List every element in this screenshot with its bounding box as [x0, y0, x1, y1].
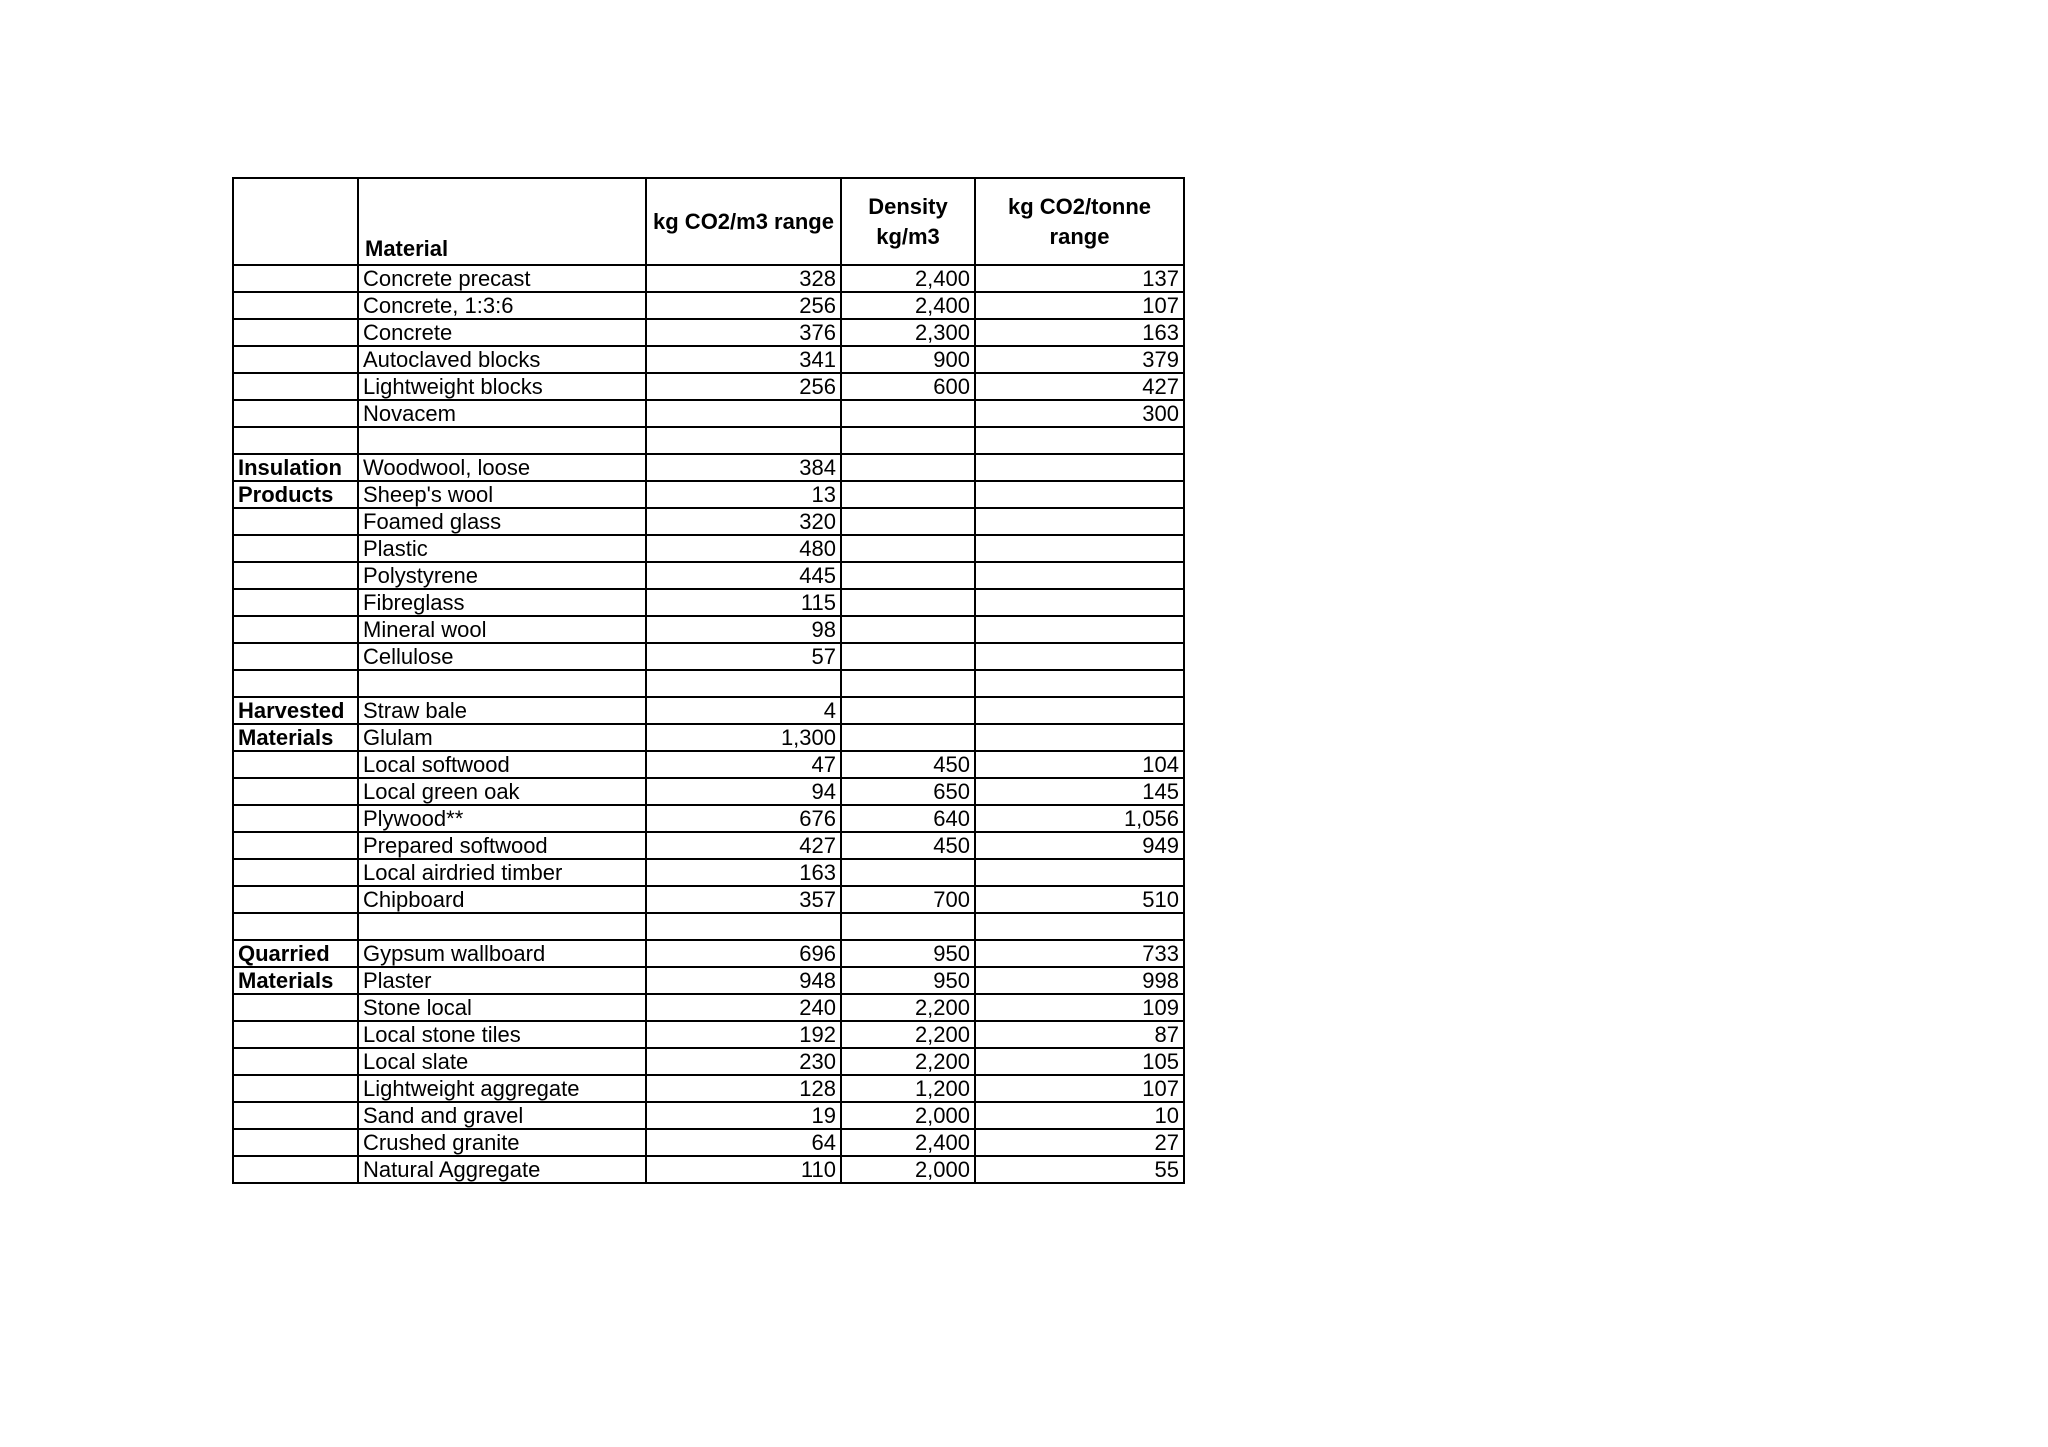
co2-per-m3-cell: 98	[646, 616, 841, 643]
co2-per-tonne-cell: 1,056	[975, 805, 1184, 832]
density-cell	[841, 562, 975, 589]
table-row	[233, 994, 1184, 1021]
material-cell: Local slate	[358, 1048, 646, 1075]
material-cell: Woodwool, loose	[358, 454, 646, 481]
category-cell	[233, 751, 358, 778]
co2-per-tonne-cell	[975, 859, 1184, 886]
header-row	[233, 178, 1184, 265]
density-cell	[841, 427, 975, 454]
table-row	[233, 535, 1184, 562]
category-cell	[233, 670, 358, 697]
co2-per-m3-cell	[646, 400, 841, 427]
category-cell	[233, 265, 358, 292]
density-cell: 2,000	[841, 1102, 975, 1129]
co2-per-m3-cell: 328	[646, 265, 841, 292]
category-cell	[233, 859, 358, 886]
density-cell: 950	[841, 967, 975, 994]
material-cell: Polystyrene	[358, 562, 646, 589]
category-cell	[233, 805, 358, 832]
category-cell	[233, 508, 358, 535]
table-row	[233, 400, 1184, 427]
co2-per-m3-cell: 115	[646, 589, 841, 616]
co2-per-tonne-cell: 55	[975, 1156, 1184, 1183]
category-cell: Products	[233, 481, 358, 508]
table-row	[233, 616, 1184, 643]
co2-per-tonne-cell: 105	[975, 1048, 1184, 1075]
density-cell: 450	[841, 832, 975, 859]
density-cell: 2,000	[841, 1156, 975, 1183]
co2-per-tonne-cell: 300	[975, 400, 1184, 427]
co2-per-tonne-cell	[975, 724, 1184, 751]
density-cell: 450	[841, 751, 975, 778]
co2-per-m3-cell: 676	[646, 805, 841, 832]
category-cell	[233, 886, 358, 913]
density-cell	[841, 454, 975, 481]
category-cell	[233, 1048, 358, 1075]
density-cell: 2,400	[841, 292, 975, 319]
co2-per-m3-cell: 57	[646, 643, 841, 670]
category-cell	[233, 1129, 358, 1156]
table-row	[233, 1129, 1184, 1156]
co2-per-m3-cell: 384	[646, 454, 841, 481]
table-row	[233, 562, 1184, 589]
table-row	[233, 886, 1184, 913]
co2-per-m3-cell	[646, 670, 841, 697]
material-cell: Local green oak	[358, 778, 646, 805]
category-cell	[233, 535, 358, 562]
co2-per-tonne-cell	[975, 427, 1184, 454]
density-cell	[841, 616, 975, 643]
co2-per-tonne-cell	[975, 643, 1184, 670]
material-cell: Novacem	[358, 400, 646, 427]
table-row	[233, 1156, 1184, 1183]
category-cell	[233, 994, 358, 1021]
density-cell: 2,300	[841, 319, 975, 346]
density-cell	[841, 589, 975, 616]
table-row	[233, 805, 1184, 832]
table-row	[233, 454, 1184, 481]
category-cell	[233, 778, 358, 805]
co2-per-m3-cell: 480	[646, 535, 841, 562]
co2-per-m3-cell	[646, 427, 841, 454]
header-co2-per-m3: kg CO2/m3 range	[646, 178, 841, 265]
co2-per-m3-cell: 94	[646, 778, 841, 805]
header-material: Material	[358, 178, 646, 265]
table-row	[233, 1021, 1184, 1048]
co2-per-tonne-cell: 10	[975, 1102, 1184, 1129]
header-category	[233, 178, 358, 265]
table-row	[233, 319, 1184, 346]
category-cell	[233, 1021, 358, 1048]
table-row	[233, 643, 1184, 670]
table-row	[233, 778, 1184, 805]
material-cell: Straw bale	[358, 697, 646, 724]
co2-per-tonne-cell	[975, 481, 1184, 508]
co2-per-tonne-cell: 107	[975, 292, 1184, 319]
category-cell	[233, 1102, 358, 1129]
co2-per-m3-cell: 320	[646, 508, 841, 535]
material-cell: Glulam	[358, 724, 646, 751]
density-cell: 900	[841, 346, 975, 373]
table-row	[233, 1102, 1184, 1129]
co2-per-m3-cell: 163	[646, 859, 841, 886]
material-cell: Crushed granite	[358, 1129, 646, 1156]
co2-per-tonne-cell	[975, 562, 1184, 589]
co2-per-m3-cell: 19	[646, 1102, 841, 1129]
table-row	[233, 967, 1184, 994]
material-cell: Plastic	[358, 535, 646, 562]
co2-per-tonne-cell	[975, 913, 1184, 940]
co2-per-tonne-cell: 733	[975, 940, 1184, 967]
category-cell	[233, 373, 358, 400]
co2-per-m3-cell: 240	[646, 994, 841, 1021]
density-cell: 650	[841, 778, 975, 805]
density-cell: 600	[841, 373, 975, 400]
co2-per-tonne-cell: 137	[975, 265, 1184, 292]
co2-per-m3-cell: 128	[646, 1075, 841, 1102]
material-cell: Concrete	[358, 319, 646, 346]
co2-per-tonne-cell: 379	[975, 346, 1184, 373]
table-row	[233, 940, 1184, 967]
category-cell	[233, 832, 358, 859]
co2-per-tonne-cell: 427	[975, 373, 1184, 400]
co2-per-m3-cell: 696	[646, 940, 841, 967]
co2-per-tonne-cell: 109	[975, 994, 1184, 1021]
material-cell: Lightweight aggregate	[358, 1075, 646, 1102]
table-row	[233, 1048, 1184, 1075]
material-cell: Plaster	[358, 967, 646, 994]
co2-per-m3-cell: 110	[646, 1156, 841, 1183]
category-cell	[233, 616, 358, 643]
co2-per-m3-cell: 192	[646, 1021, 841, 1048]
table-row	[233, 373, 1184, 400]
category-cell	[233, 589, 358, 616]
category-cell	[233, 319, 358, 346]
density-cell: 2,400	[841, 1129, 975, 1156]
material-cell: Mineral wool	[358, 616, 646, 643]
material-cell	[358, 670, 646, 697]
table-row	[233, 1075, 1184, 1102]
density-cell: 640	[841, 805, 975, 832]
co2-per-tonne-cell	[975, 670, 1184, 697]
material-cell: Sheep's wool	[358, 481, 646, 508]
density-cell: 2,200	[841, 1048, 975, 1075]
table-row	[233, 346, 1184, 373]
co2-per-m3-cell	[646, 913, 841, 940]
co2-per-tonne-cell: 949	[975, 832, 1184, 859]
table-row	[233, 859, 1184, 886]
co2-per-m3-cell: 13	[646, 481, 841, 508]
table-row	[233, 589, 1184, 616]
co2-per-tonne-cell	[975, 508, 1184, 535]
co2-per-m3-cell: 376	[646, 319, 841, 346]
density-cell	[841, 913, 975, 940]
material-cell: Natural Aggregate	[358, 1156, 646, 1183]
co2-per-m3-cell: 445	[646, 562, 841, 589]
density-cell	[841, 859, 975, 886]
table-row	[233, 832, 1184, 859]
material-cell: Stone local	[358, 994, 646, 1021]
table-row	[233, 292, 1184, 319]
material-cell: Concrete precast	[358, 265, 646, 292]
co2-per-tonne-cell	[975, 697, 1184, 724]
table-row	[233, 265, 1184, 292]
co2-per-tonne-cell: 145	[975, 778, 1184, 805]
co2-per-tonne-cell	[975, 616, 1184, 643]
density-cell	[841, 643, 975, 670]
co2-per-m3-cell: 4	[646, 697, 841, 724]
category-cell	[233, 562, 358, 589]
density-cell	[841, 670, 975, 697]
density-cell	[841, 508, 975, 535]
material-cell: Local stone tiles	[358, 1021, 646, 1048]
density-cell: 1,200	[841, 1075, 975, 1102]
material-cell	[358, 913, 646, 940]
co2-per-tonne-cell	[975, 535, 1184, 562]
category-cell: Harvested	[233, 697, 358, 724]
density-cell: 700	[841, 886, 975, 913]
material-cell: Plywood**	[358, 805, 646, 832]
material-cell: Local airdried timber	[358, 859, 646, 886]
material-cell: Cellulose	[358, 643, 646, 670]
material-cell: Sand and gravel	[358, 1102, 646, 1129]
category-cell	[233, 292, 358, 319]
category-cell: Insulation	[233, 454, 358, 481]
header-density: Density kg/m3	[841, 178, 975, 265]
category-cell	[233, 913, 358, 940]
category-cell: Quarried	[233, 940, 358, 967]
density-cell	[841, 481, 975, 508]
table-row	[233, 724, 1184, 751]
co2-per-tonne-cell: 104	[975, 751, 1184, 778]
co2-per-m3-cell: 230	[646, 1048, 841, 1075]
category-cell	[233, 1075, 358, 1102]
header-co2-per-tonne: kg CO2/tonne range	[975, 178, 1184, 265]
density-cell	[841, 400, 975, 427]
table-row	[233, 913, 1184, 940]
co2-per-m3-cell: 948	[646, 967, 841, 994]
category-cell	[233, 643, 358, 670]
co2-per-tonne-cell: 998	[975, 967, 1184, 994]
co2-per-m3-cell: 357	[646, 886, 841, 913]
table-row	[233, 427, 1184, 454]
density-cell: 2,200	[841, 994, 975, 1021]
material-cell: Local softwood	[358, 751, 646, 778]
material-cell: Concrete, 1:3:6	[358, 292, 646, 319]
co2-per-m3-cell: 427	[646, 832, 841, 859]
table-row	[233, 670, 1184, 697]
density-cell: 2,400	[841, 265, 975, 292]
material-cell: Autoclaved blocks	[358, 346, 646, 373]
table-row	[233, 508, 1184, 535]
category-cell	[233, 1156, 358, 1183]
material-cell: Lightweight blocks	[358, 373, 646, 400]
category-cell: Materials	[233, 967, 358, 994]
material-cell: Prepared softwood	[358, 832, 646, 859]
material-cell: Gypsum wallboard	[358, 940, 646, 967]
density-cell	[841, 724, 975, 751]
density-cell	[841, 535, 975, 562]
co2-per-tonne-cell	[975, 589, 1184, 616]
materials-carbon-table	[232, 177, 1185, 1184]
table-row	[233, 481, 1184, 508]
density-cell: 950	[841, 940, 975, 967]
category-cell	[233, 400, 358, 427]
material-cell	[358, 427, 646, 454]
category-cell	[233, 346, 358, 373]
co2-per-m3-cell: 256	[646, 373, 841, 400]
co2-per-tonne-cell: 27	[975, 1129, 1184, 1156]
co2-per-tonne-cell: 510	[975, 886, 1184, 913]
co2-per-m3-cell: 341	[646, 346, 841, 373]
co2-per-tonne-cell: 163	[975, 319, 1184, 346]
co2-per-m3-cell: 256	[646, 292, 841, 319]
table-body	[233, 265, 1184, 1183]
category-cell	[233, 427, 358, 454]
co2-per-m3-cell: 64	[646, 1129, 841, 1156]
table-row	[233, 751, 1184, 778]
density-cell	[841, 697, 975, 724]
co2-per-tonne-cell: 107	[975, 1075, 1184, 1102]
material-cell: Foamed glass	[358, 508, 646, 535]
co2-per-tonne-cell	[975, 454, 1184, 481]
co2-per-m3-cell: 1,300	[646, 724, 841, 751]
co2-per-m3-cell: 47	[646, 751, 841, 778]
category-cell: Materials	[233, 724, 358, 751]
co2-per-tonne-cell: 87	[975, 1021, 1184, 1048]
density-cell: 2,200	[841, 1021, 975, 1048]
material-cell: Fibreglass	[358, 589, 646, 616]
table-row	[233, 697, 1184, 724]
material-cell: Chipboard	[358, 886, 646, 913]
